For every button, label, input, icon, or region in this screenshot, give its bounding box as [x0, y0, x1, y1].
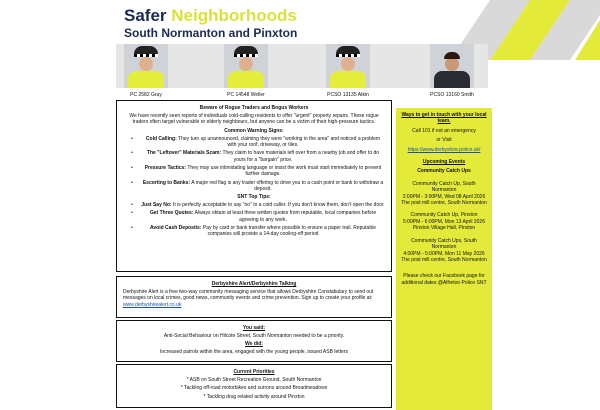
officer-card	[326, 44, 370, 98]
priority-item: * Tackling drug related activity around Pinxton	[203, 393, 305, 400]
officer-card	[224, 44, 268, 98]
facebook-note: Please check our Facebook page for additional dates @Alfreton Police SNT	[401, 273, 487, 286]
call-text: Call 101 if not an emergency	[412, 127, 476, 134]
page-title	[124, 6, 297, 26]
section-intro: We have recently seen reports of individuals cold-calling residents to offer "urgent" property repairs. These rogue traders often target vulnerable or elderly neighbours, but anyone can be a victim of their high-pressure tactics.	[129, 113, 379, 126]
warning-signs-list	[123, 136, 385, 192]
section-heading: Beware of Rogue Traders and Bogus Workers	[199, 105, 309, 111]
current-priorities-section	[116, 364, 392, 408]
officer-photo	[224, 44, 268, 88]
we-did-heading: We did:	[245, 341, 263, 348]
list-item: • Just Say No: It is perfectly acceptable to say "no" to a cold caller. If you don't know them, don't open the door.	[141, 202, 385, 208]
officer-photo	[326, 44, 370, 88]
priority-item: * ASB on South Street Recreation Ground, South Normanton	[186, 377, 322, 383]
list-item: • Escorting to Banks: A major red flag is any trader offering to drive you to a cash point or bank to withdraw a deposit.	[141, 180, 385, 193]
officer-card	[430, 44, 474, 98]
page-subtitle: South Normanton and Pinxton	[124, 26, 298, 40]
tips-heading: SNT Top Tips:	[237, 194, 271, 201]
tips-list	[123, 202, 385, 237]
officer-photo	[124, 44, 168, 88]
section-heading: Current Priorities	[233, 369, 275, 375]
officer-caption: PCSO 13135 Atkin	[327, 92, 369, 98]
section-text: Derbyshire Alert is a free two-way community messaging service that allows Derbyshire Constabulary to send out messages on local crimes, good news, community events and crime prevention. Sign up to create your profile at: www.derbyshirealert.co.uk	[123, 289, 374, 308]
we-did-text: Increased patrols within the area, engaged with the young people, issued ASB letters	[160, 349, 348, 356]
event-item: Community Catch Up, South Normanton 2:00PM - 3:00PM, Wed 08 April 2026 The post mill centre, South Normanton	[401, 180, 487, 207]
list-item: • Get Three Quotes: Always obtain at least three written quotes from reputable, local companies before agreeing to any work.	[141, 210, 385, 223]
title-neighborhoods: Neighborhoods	[171, 6, 297, 25]
officer-caption: PC 2582 Gray	[130, 92, 162, 98]
officer-photo	[430, 44, 474, 88]
officer-caption: PC 14548 Weller	[227, 92, 265, 98]
event-item: Community Catch Ups, South Normanton 4:00PM - 5:00PM, Mon 11 May 2026 The post mill centre, South Normanton	[401, 237, 487, 263]
rogue-traders-section	[116, 100, 392, 272]
you-said-heading: You said:	[242, 325, 266, 331]
event-item: Community Catch Up, Pinxton 5:00PM - 6:00PM, Mon 13 April 2026 Pinxton Village Hall, Pinxton	[403, 212, 485, 232]
or-visit-text: or Visit	[436, 137, 452, 144]
officer-card	[124, 44, 168, 98]
events-heading: Upcoming Events	[422, 159, 466, 166]
title-safer: Safer	[124, 6, 167, 25]
you-said-we-did-section	[116, 320, 392, 362]
list-item: • The "Leftover" Materials Scam: They claim to have materials left over from a nearby job and offer to do yours for a "bargain" price.	[141, 150, 385, 163]
list-item: • Pressure Tactics: They may use intimidating language or insist the work must start immediately to prevent further damage.	[141, 165, 385, 178]
you-said-text: Anti-Social Behaviour on Hilcote Street, South Normanton needed to be a priority.	[163, 333, 345, 339]
warning-signs-heading: Common Warning Signs:	[224, 127, 284, 134]
alert-signup-link[interactable]: www.derbyshirealert.co.uk	[123, 301, 182, 308]
list-item: • Avoid Cash Deposits: Pay by card or bank transfer where possible to ensure a paper trail. Reputable companies will provide a 14-day cooling-off period	[141, 225, 385, 238]
priority-item: * Tackling off-road motorbikes and surrons around Broadmeadows	[180, 385, 328, 392]
contact-heading: Ways to get in touch with your local team.	[401, 112, 487, 125]
list-item: • Cold Calling: They turn up unannounced, claiming they were "working in the area" and noticed a problem with your roof, driveway, or tiles.	[141, 136, 385, 149]
police-website-link[interactable]: https://www.derbyshire.police.uk/	[407, 146, 481, 153]
officer-caption: PCSO 13160 Smith	[430, 92, 474, 98]
contact-sidebar	[396, 108, 492, 410]
section-heading: Derbyshire Alert/Derbyshire Talking	[211, 281, 297, 287]
events-subheading: Community Catch Ups	[417, 168, 471, 175]
derbyshire-alert-section	[116, 276, 392, 318]
